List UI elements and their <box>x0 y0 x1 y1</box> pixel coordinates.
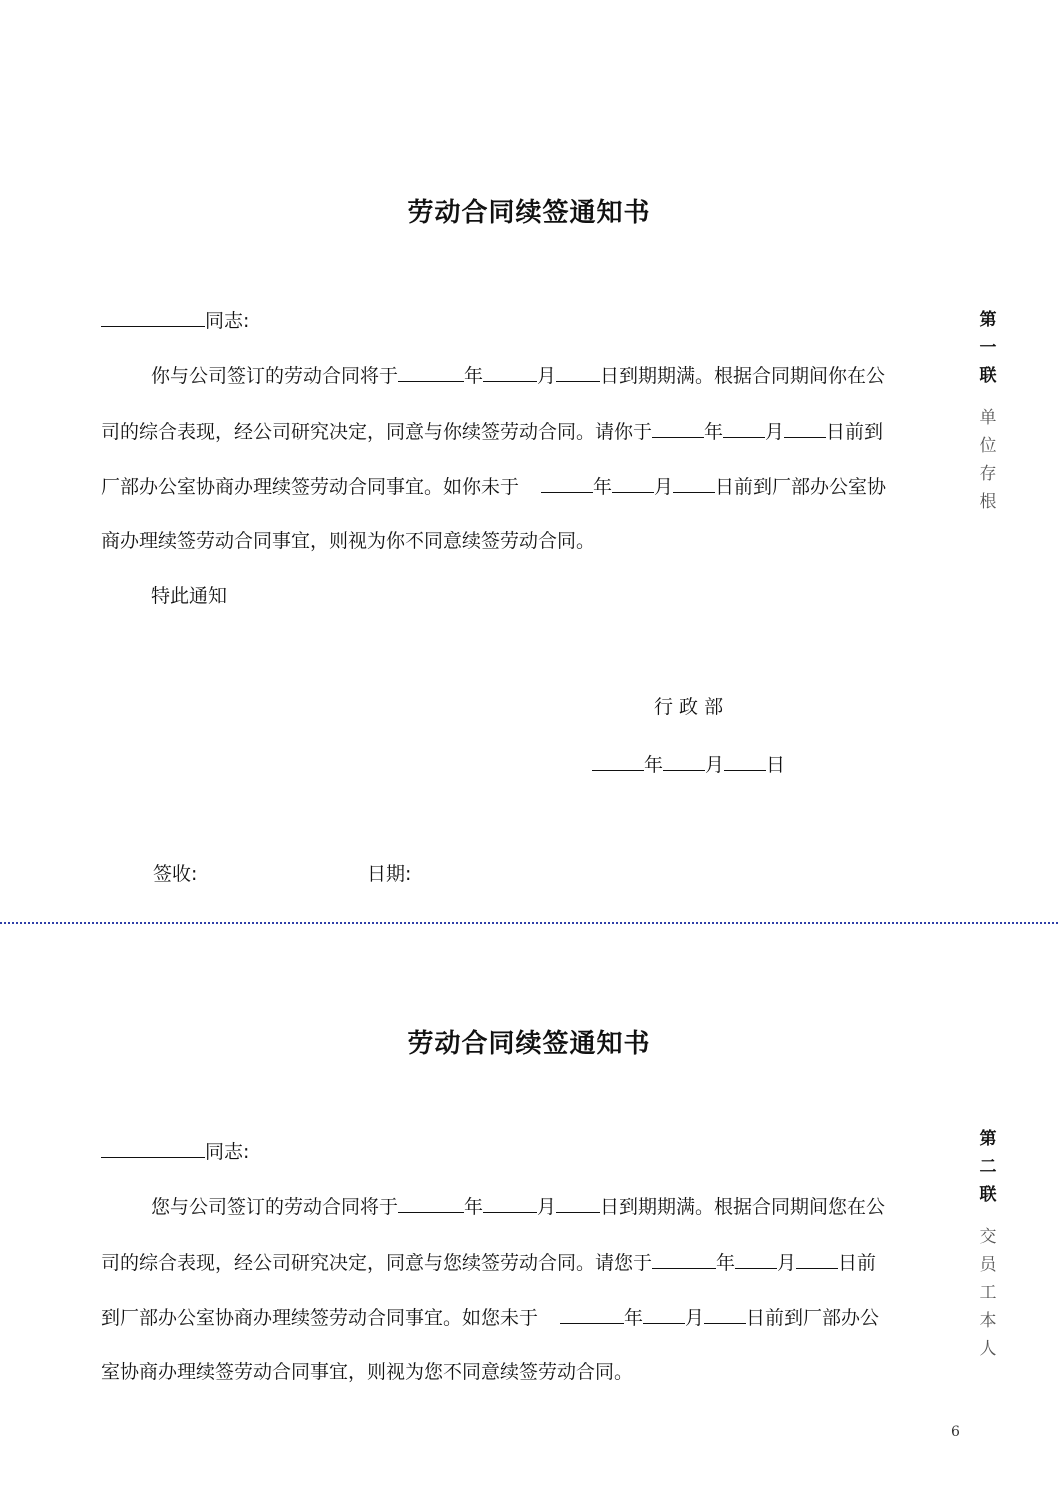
paragraph-line-1-copy2: 您与公司签订的劳动合同将于 年 月 日到期期满。根据合同期间您在公 <box>151 1192 885 1220</box>
name-blank <box>101 306 205 327</box>
notice-closing: 特此通知 <box>151 585 228 607</box>
receipt-label: 签收: <box>153 863 198 885</box>
salutation-copy1: 同志: <box>101 306 249 334</box>
paragraph-line-4-copy1: 商办理续签劳动合同事宜，则视为你不同意续签劳动合同。 <box>101 530 596 552</box>
paragraph-line-4-copy2: 室协商办理续签劳动合同事宜，则视为您不同意续签劳动合同。 <box>101 1361 634 1383</box>
page-number: 6 <box>951 1424 960 1440</box>
side-label-copy2: 第 二 联 交 员 工 本 人 <box>979 1129 997 1359</box>
receipt-date-label: 日期: <box>367 863 412 885</box>
notice-title-copy2: 劳动合同续签通知书 <box>407 1029 651 1059</box>
cut-line-divider <box>0 922 1058 924</box>
side-label-copy1: 第 一 联 单 位 存 根 <box>979 310 997 512</box>
signature-date: 年 月 日 <box>592 750 785 778</box>
name-blank <box>101 1137 205 1158</box>
paragraph-line-3-copy2: 到厂部办公室协商办理续签劳动合同事宜。如您未于 年 月 日前到厂部办公 <box>101 1303 879 1331</box>
paragraph-line-3-copy1: 厂部办公室协商办理续签劳动合同事宜。如你未于 年 月 日前到厂部办公室协 <box>101 472 886 500</box>
salutation-copy2: 同志: <box>101 1137 249 1165</box>
paragraph-line-2-copy1: 司的综合表现，经公司研究决定，同意与你续签劳动合同。请你于 年 月 日前到 <box>101 417 883 445</box>
department-signature: 行 政 部 <box>654 696 724 718</box>
paragraph-line-1-copy1: 你与公司签订的劳动合同将于 年 月 日到期期满。根据合同期间你在公 <box>151 361 885 389</box>
paragraph-line-2-copy2: 司的综合表现，经公司研究决定，同意与您续签劳动合同。请您于 年 月 日前 <box>101 1248 876 1276</box>
notice-title-copy1: 劳动合同续签通知书 <box>407 198 651 228</box>
